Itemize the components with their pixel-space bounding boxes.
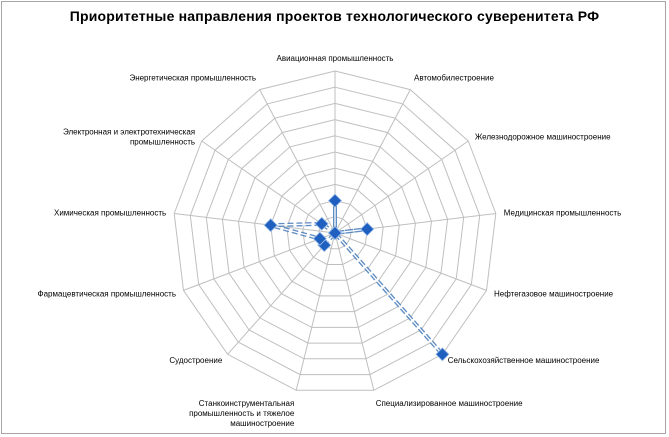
category-label [189,399,295,428]
grid-spoke [260,90,335,233]
grid-spoke [335,233,487,290]
data-point-marker [329,194,342,207]
category-label-line: промышленность [129,137,196,147]
category-label-line: промышленность и тяжелое [189,409,295,419]
grid-spoke [184,233,336,290]
category-label-line: Сельскохозяйственное машиностроение [447,356,600,366]
category-label-line: Нефтегазовое машиностроение [494,289,614,299]
category-label [504,209,621,218]
category-label-line: Химическая промышленность [53,208,167,218]
category-label [448,356,600,365]
category-label-line: Специализированное машиностроение [375,399,523,409]
category-label-line: Авиационная промышленность [276,54,394,63]
category-label [494,289,614,298]
series-line [271,201,443,355]
category-label-line: Фармацевтическая промышленность [37,289,176,299]
category-label-line: Автомобилестроение [414,73,494,83]
category-label [169,356,223,365]
category-label [475,132,611,141]
category-label [277,54,394,63]
category-label-line: Энергетическая промышленность [129,73,256,83]
category-label [63,127,195,146]
grid-spoke [335,90,410,233]
category-label-line: машиностроение [230,419,295,429]
data-point-marker [361,223,374,236]
category-label [414,74,494,83]
category-label [54,209,166,218]
category-label-line: Судостроение [169,356,223,366]
category-label-line: Электронная и электротехническая [63,127,196,137]
grid-spoke [228,233,335,354]
category-label [37,289,176,298]
category-label [129,74,256,83]
category-label-line: Станкоинструментальная [198,399,295,409]
category-label-line: Железнодорожное машиностроение [474,132,611,142]
chart-title: Приоритетные направления проектов технологического суверенитета РФ [69,8,600,24]
category-label-line: Медицинская промышленность [503,208,622,218]
category-label [376,399,523,408]
data-point-marker [264,219,277,232]
